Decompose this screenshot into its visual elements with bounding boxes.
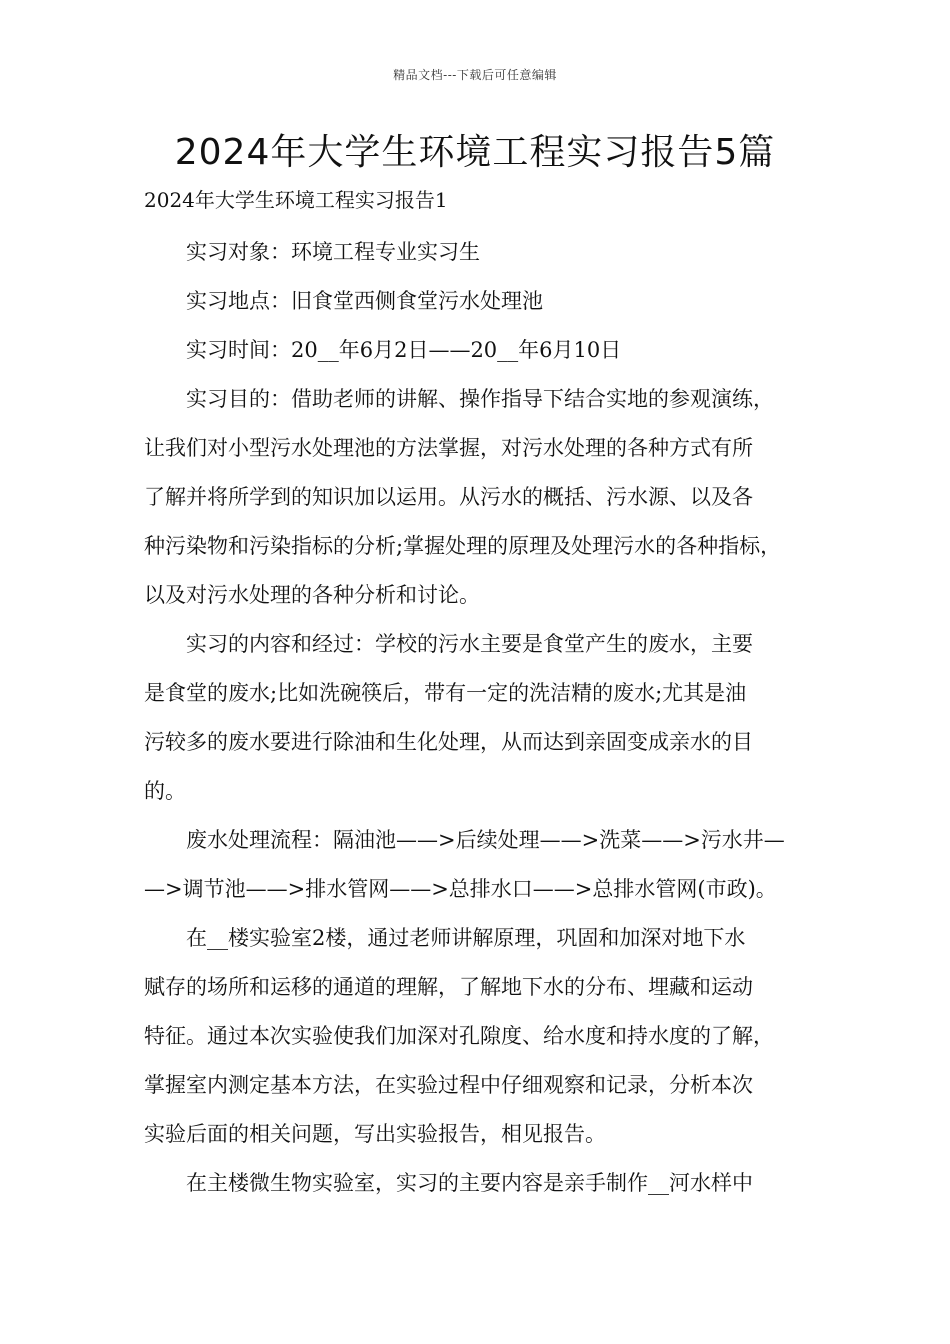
text-line: 实习目的：借助老师的讲解、操作指导下结合实地的参观演练， [186,387,774,411]
paragraph-practice-location [144,277,824,326]
text-line: 在__楼实验室2楼，通过老师讲解原理，巩固和加深对地下水 [186,926,746,950]
paragraph-lab-groundwater [144,914,824,1159]
text-line: 是食堂的废水;比如洗碗筷后，带有一定的洗洁精的废水;尤其是油 [144,681,747,705]
document-title: 2024年大学生环境工程实习报告5篇 [174,132,776,173]
paragraph-practice-purpose [144,375,824,620]
header-note: 精品文档---下载后可任意编辑 [393,68,557,82]
paragraph-practice-time [144,326,824,375]
text-line: 在主楼微生物实验室，实习的主要内容是亲手制作__河水样中 [186,1171,753,1195]
text-line: 的。 [144,779,186,803]
text-line: 让我们对小型污水处理池的方法掌握，对污水处理的各种方式有所 [144,436,753,460]
section-subtitle: 2024年大学生环境工程实习报告1 [144,188,448,212]
text-line: 以及对污水处理的各种分析和讨论。 [144,583,480,607]
text-line: 实验后面的相关问题，写出实验报告，相见报告。 [144,1122,606,1146]
text-line: 特征。通过本次实验使我们加深对孔隙度、给水度和持水度的了解， [144,1024,774,1048]
text-line: 掌握室内测定基本方法，在实验过程中仔细观察和记录，分析本次 [144,1073,753,1097]
text-line: 污较多的废水要进行除油和生化处理，从而达到亲固变成亲水的目 [144,730,753,754]
paragraph-practice-target [144,228,824,277]
text-line: 废水处理流程：隔油池——>后续处理——>洗菜——>污水井— [186,828,785,852]
text-line: 实习时间：20__年6月2日——20__年6月10日 [186,338,622,362]
paragraph-lab-microbiology [144,1159,824,1208]
text-line: 实习对象：环境工程专业实习生 [186,240,480,264]
text-line: 实习地点：旧食堂西侧食堂污水处理池 [186,289,543,313]
text-line: 实习的内容和经过：学校的污水主要是食堂产生的废水，主要 [186,632,753,656]
text-line: 了解并将所学到的知识加以运用。从污水的概括、污水源、以及各 [144,485,753,509]
text-line: 种污染物和污染指标的分析;掌握处理的原理及处理污水的各种指标， [144,534,782,558]
paragraph-practice-content [144,620,824,816]
paragraph-treatment-flow [144,816,824,914]
text-line: —>调节池——>排水管网——>总排水口——>总排水管网(市政)。 [144,877,777,901]
body-text [144,228,824,1208]
text-line: 赋存的场所和运移的通道的理解，了解地下水的分布、埋藏和运动 [144,975,753,999]
